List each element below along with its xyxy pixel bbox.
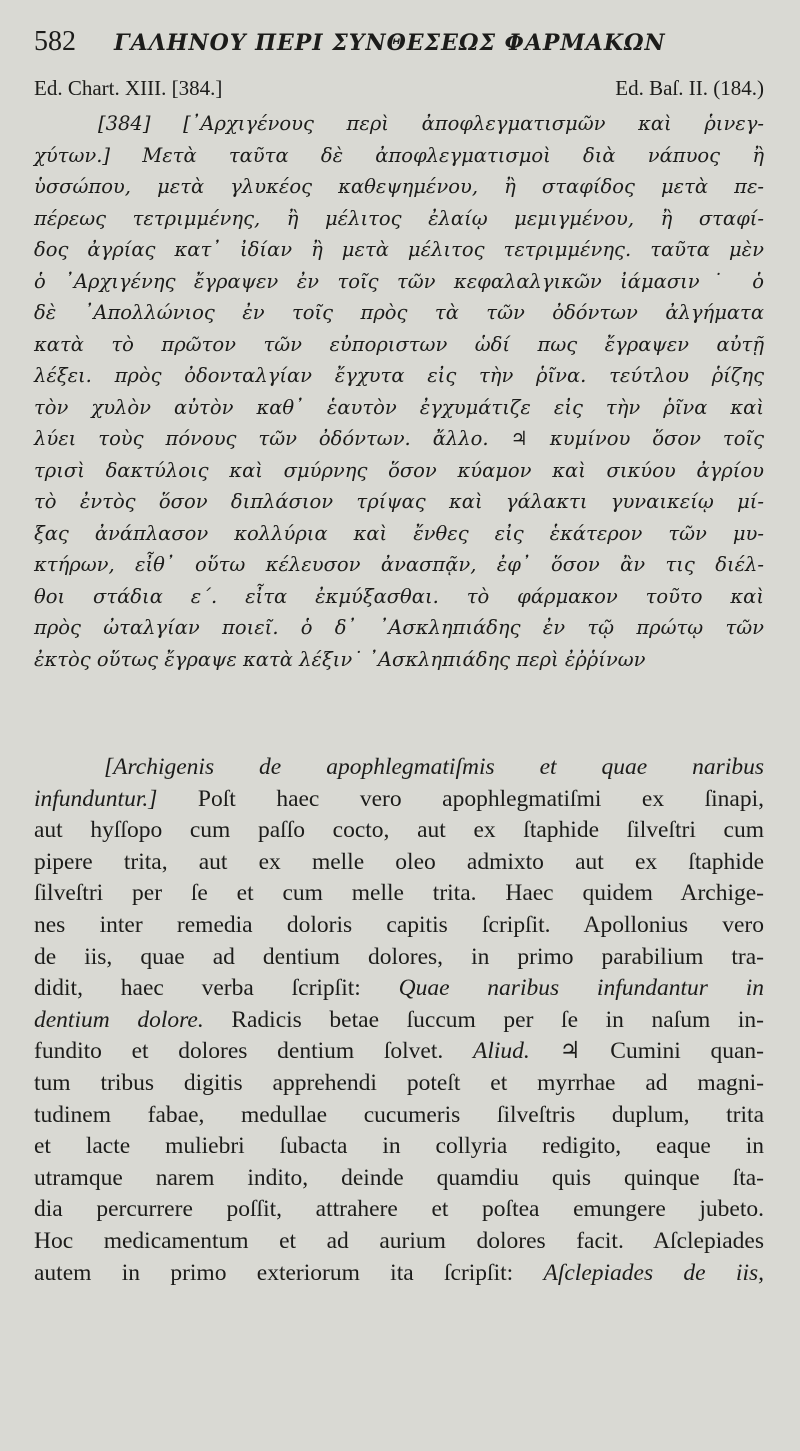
greek-line: λύει τοὺς πόνους τῶν ὀδόντων. ἄλλο. ♃ κυμίνου ὅσον τοῖς <box>34 427 764 450</box>
latin-line: ſilveſtri per ſe et cum melle trita. Haec quidem Archige- <box>34 880 764 907</box>
latin-line: aut hyſſopo cum paſſo cocto, aut ex ſtaphide ſilveſtri cum <box>34 817 764 844</box>
latin-italic-phrase: Aſclepiades de iis, <box>543 1259 764 1286</box>
greek-line: θοι στάδια ε΄. εἶτα ἐκμύξασθαι. τὸ φάρμακον τοῦτο καὶ <box>34 584 764 608</box>
latin-line: de iis, quae ad dentium dolores, in primo parabilium tra- <box>34 943 764 970</box>
greek-line: ὑσσώπου, μετὰ γλυκέος καθεψημένου, ἢ σταφίδος μετὰ πε- <box>34 175 764 198</box>
latin-text: Radicis betae ſuccum per ſe in naſum in- <box>203 1006 764 1033</box>
column-gap <box>34 675 764 752</box>
latin-line: utramque narem indito, deinde quamdiu quis quinque ſta- <box>34 1164 764 1191</box>
latin-text: ♃ Cumini quan- <box>529 1038 764 1065</box>
latin-italic-phrase: Quae naribus infundantur in <box>398 975 764 1002</box>
edition-references <box>34 76 764 106</box>
latin-line: nes inter remedia doloris capitis ſcripſit. Apollonius vero <box>34 911 764 938</box>
greek-line: [384] [᾿Αρχιγένους περὶ ἀποφλεγματισμῶν καὶ ῥινεγ- <box>98 112 764 135</box>
latin-line: pipere trita, aut ex melle oleo admixto aut ex ſtaphide <box>34 848 764 875</box>
latin-section-title: [Archigenis de apophlegmatiſmis et quae naribus <box>104 754 764 780</box>
greek-line: τρισὶ δακτύλοις καὶ σμύρνης ὅσον κύαμον καὶ σικύου ἀγρίου <box>34 458 764 482</box>
latin-line: tum tribus digitis apprehendi poteſt et myrrhae ad magni- <box>34 1069 764 1096</box>
edition-left: Ed. Chart. XIII. [384.] <box>34 76 223 100</box>
edition-right: Ed. Baſ. II. (184.) <box>615 76 764 100</box>
greek-line: δὲ ᾿Απολλώνιος ἐν τοῖς πρὸς τὰ τῶν ὀδόντων ἀλγήματα <box>34 301 764 324</box>
greek-line: κτήρων, εἶθ᾿ οὕτω κέλευσον ἀνασπᾷν, ἐφ᾿ ὅσον ἂν τις διέλ- <box>34 553 764 576</box>
latin-text: fundito et dolores dentium ſolvet. <box>34 1038 473 1065</box>
running-head <box>34 26 764 68</box>
greek-line: ξας ἀνάπλασον κολλύρια καὶ ἔνθες εἰς ἑκάτερον τῶν μυ- <box>34 521 764 545</box>
latin-line: et lacte muliebri ſubacta in collyria redigito, eaque in <box>34 1133 764 1160</box>
latin-line: Hoc medicamentum et ad aurium dolores facit. Aſclepiades <box>34 1227 764 1254</box>
greek-text-block <box>34 108 764 675</box>
latin-italic-phrase: Aliud. <box>472 1038 530 1065</box>
latin-line <box>34 1258 764 1290</box>
greek-line: ἐκτὸς οὕτως ἔγραψε κατὰ λέξιν˙ ᾿Ασκληπιάδης περὶ ἐῤῥίνων <box>34 647 646 671</box>
greek-line: κατὰ τὸ πρῶτον τῶν εὐποριστων ὡδί πως ἔγραψεν αὐτῇ <box>34 332 764 356</box>
latin-italic-phrase: dentium dolore. <box>34 1006 204 1033</box>
latin-text: didit, haec verba ſcripſit: <box>34 975 399 1002</box>
greek-line: λέξει. πρὸς ὀδονταλγίαν ἔγχυτα εἰς τὴν ῥῖνα. τεύτλου ῥίζης <box>34 364 764 387</box>
latin-line <box>34 784 764 816</box>
latin-line: tudinem fabae, medullae cucumeris ſilveſtris duplum, trita <box>34 1101 764 1128</box>
greek-line: τὸ ἐντὸς ὅσον διπλάσιον τρίψας καὶ γάλακτι γυναικείῳ μί- <box>34 490 764 513</box>
greek-line: πρὸς ὠταλγίαν ποιεῖ. ὁ δ᾿ ᾿Ασκληπιάδης ἐν τῷ πρώτῳ τῶν <box>34 616 764 639</box>
greek-line: πέρεως τετριμμένης, ἢ μέλιτος ἐλαίῳ μεμιγμένου, ἢ σταφί- <box>34 206 764 230</box>
latin-line: dia percurrere poſſit, attrahere et poſtea emungere jubeto. <box>34 1196 764 1223</box>
latin-line <box>34 1005 764 1037</box>
latin-section-title-end: infunduntur.] <box>34 785 158 812</box>
latin-text: Poſt haec vero apophlegmatiſmi ex ſinapi, <box>157 785 764 812</box>
greek-line: δος ἀγρίας κατ᾿ ἰδίαν ἢ μετὰ μέλιτος τετριμμένης. ταῦτα μὲν <box>34 238 764 261</box>
latin-line <box>34 752 764 784</box>
greek-line: ὁ ᾿Αρχιγένης ἔγραψεν ἐν τοῖς τῶν κεφαλαλγικῶν ἰάμασιν˙ ὁ <box>34 269 764 293</box>
page-number: 582 <box>34 26 76 57</box>
latin-text: autem in primo exteriorum ita ſcripſit: <box>34 1259 544 1286</box>
greek-line: τὸν χυλὸν αὐτὸν καθ᾿ ἑαυτὸν ἐγχυμάτιζε εἰς τὴν ῥῖνα καὶ <box>34 395 764 419</box>
greek-line: χύτων.] Μετὰ ταῦτα δὲ ἀποφλεγματισμοὶ διὰ νάπυος ἢ <box>34 143 764 167</box>
latin-line <box>34 1036 764 1068</box>
running-title: ΓΑΛΗΝΟΥ ΠΕΡΙ ΣΥΝΘΕΣΕΩΣ ΦΑΡΜΑΚΩΝ <box>114 30 666 56</box>
latin-text-block <box>34 752 764 1289</box>
latin-line <box>34 973 764 1005</box>
